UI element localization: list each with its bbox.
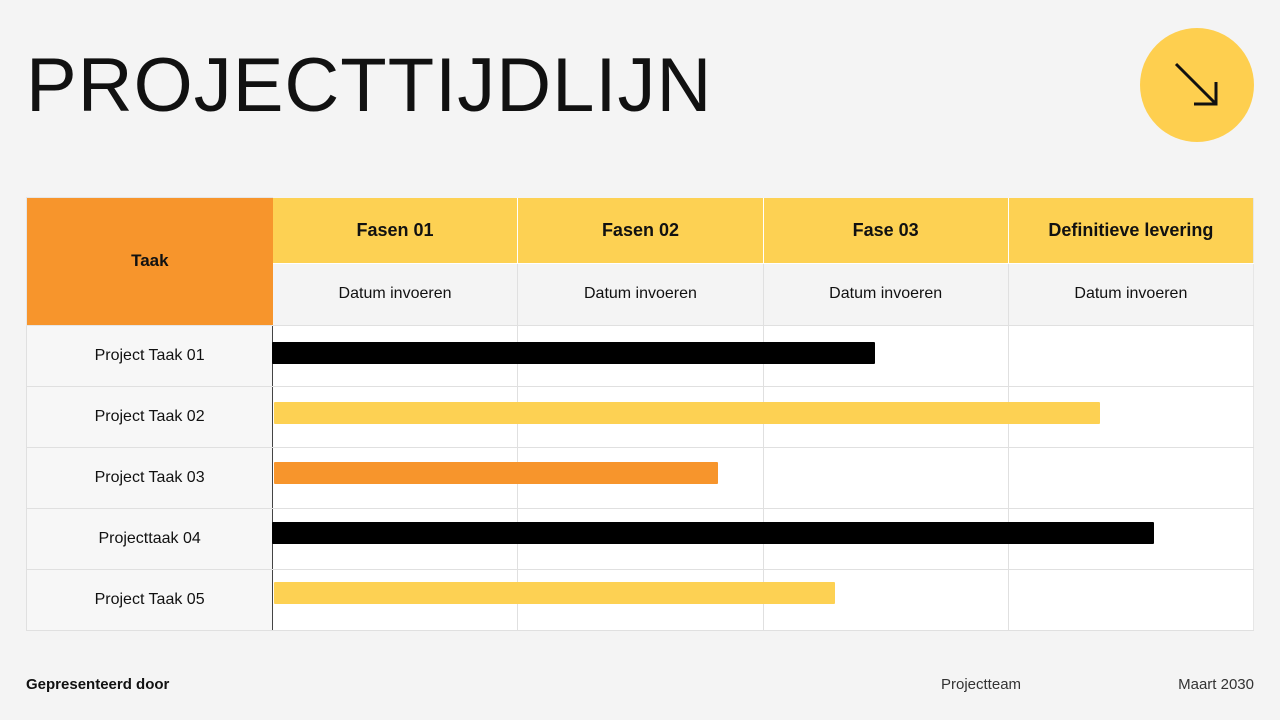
- table-row: [27, 569, 1254, 630]
- track-cell[interactable]: [518, 447, 763, 508]
- track-cell[interactable]: [1008, 569, 1253, 630]
- task-label-4: Projecttaak 04: [27, 508, 273, 569]
- table-row: [27, 447, 1254, 508]
- track-cell[interactable]: [273, 386, 518, 447]
- track-cell[interactable]: [763, 325, 1008, 386]
- footer-date: Maart 2030: [1178, 676, 1254, 693]
- footer-team: Projectteam: [941, 676, 1022, 693]
- task-label-5: Project Taak 05: [27, 569, 273, 630]
- track-cell[interactable]: [1008, 447, 1253, 508]
- track-cell[interactable]: [763, 508, 1008, 569]
- table-row: [27, 386, 1254, 447]
- track-cell[interactable]: [518, 325, 763, 386]
- task-label-3: Project Taak 03: [27, 447, 273, 508]
- phase-header-3: Fase 03: [763, 198, 1008, 264]
- track-cell[interactable]: [273, 325, 518, 386]
- phase-header-2: Fasen 02: [518, 198, 763, 264]
- date-field-phase-1[interactable]: Datum invoeren: [273, 263, 518, 325]
- task-column-header: Taak: [27, 198, 273, 326]
- phase-header-4: Definitieve levering: [1008, 198, 1253, 264]
- task-label-1: Project Taak 01: [27, 325, 273, 386]
- arrow-down-right-icon: [1166, 54, 1228, 116]
- date-field-phase-4[interactable]: Datum invoeren: [1008, 263, 1253, 325]
- table-row: [27, 325, 1254, 386]
- table-row: [27, 508, 1254, 569]
- track-cell[interactable]: [518, 508, 763, 569]
- track-cell[interactable]: [1008, 386, 1253, 447]
- track-cell[interactable]: [273, 508, 518, 569]
- track-cell[interactable]: [518, 386, 763, 447]
- date-field-phase-3[interactable]: Datum invoeren: [763, 263, 1008, 325]
- track-cell[interactable]: [763, 569, 1008, 630]
- footer: [0, 676, 1280, 698]
- track-cell[interactable]: [273, 447, 518, 508]
- track-cell[interactable]: [1008, 508, 1253, 569]
- track-cell[interactable]: [763, 386, 1008, 447]
- arrow-down-right-badge: [1140, 28, 1254, 142]
- table-header-row: [27, 198, 1254, 264]
- footer-presented-by: Gepresenteerd door: [26, 676, 170, 693]
- project-timeline-table: [26, 197, 1254, 631]
- track-cell[interactable]: [518, 569, 763, 630]
- date-field-phase-2[interactable]: Datum invoeren: [518, 263, 763, 325]
- phase-header-1: Fasen 01: [273, 198, 518, 264]
- page-title: PROJECTTIJDLIJN: [26, 43, 713, 128]
- track-cell[interactable]: [763, 447, 1008, 508]
- task-label-2: Project Taak 02: [27, 386, 273, 447]
- track-cell[interactable]: [1008, 325, 1253, 386]
- track-cell[interactable]: [273, 569, 518, 630]
